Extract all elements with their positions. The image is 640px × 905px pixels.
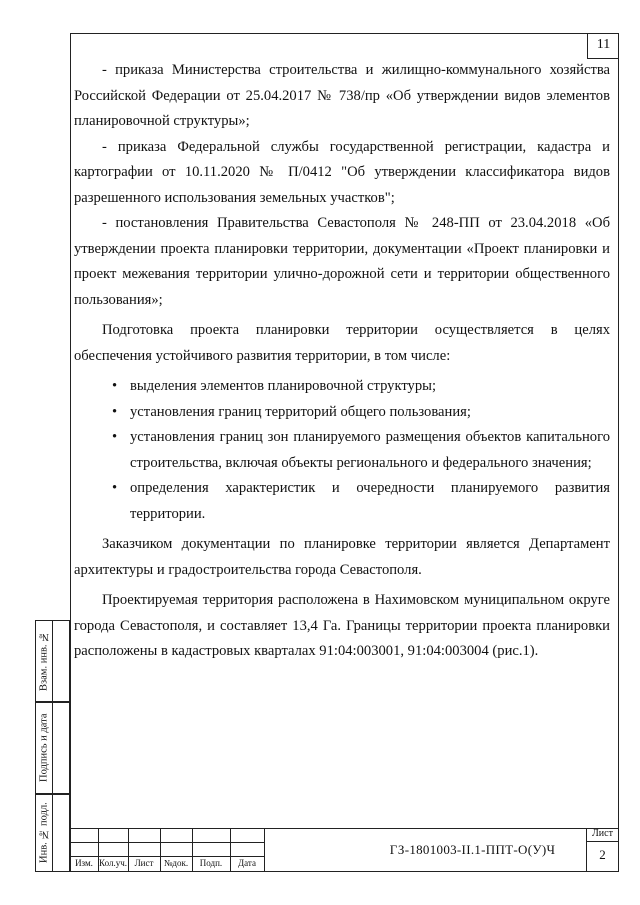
side-cell-podpis-value bbox=[53, 702, 70, 794]
side-label-inv: Инв. № подл. bbox=[38, 802, 50, 864]
bullet-icon: • bbox=[112, 480, 118, 496]
side-cell-inv-value bbox=[53, 794, 70, 872]
page-number: 11 bbox=[587, 33, 619, 59]
side-cell-vzam-value bbox=[53, 620, 70, 702]
stamp-col-list: Лист bbox=[134, 858, 154, 868]
list-item: • установления границ территорий общего пользования; bbox=[74, 400, 610, 426]
title-block bbox=[70, 828, 619, 872]
list-item: • выделения элементов планировочной структуры; bbox=[74, 374, 610, 400]
side-label-vzam: Взам. инв. № bbox=[38, 630, 50, 692]
purpose-list bbox=[74, 374, 610, 527]
stamp-col-data: Дата bbox=[238, 858, 256, 868]
document-body bbox=[74, 58, 610, 665]
side-label-podpis: Подпись и дата bbox=[38, 713, 50, 783]
stamp-col-izm: Изм. bbox=[75, 858, 93, 868]
paragraph-government-decree: - постановления Правительства Севастополя № 248-ПП от 23.04.2018 «Об утверждении проекта планировки территории, документации «Проект планировки и проект межевания территории улично-дорожной сети и территории общественного пользования»; bbox=[74, 215, 610, 308]
side-stamp bbox=[35, 620, 70, 872]
stamp-col-podp: Подп. bbox=[199, 858, 223, 868]
stamp-col-ndok: №док. bbox=[163, 858, 189, 868]
sheet-number: 2 bbox=[599, 847, 606, 862]
bullet-icon: • bbox=[112, 429, 118, 445]
document-code: ГЗ-1801003-II.1-ППТ-О(У)Ч bbox=[389, 842, 556, 857]
stamp-col-kol: Кол.уч. bbox=[99, 858, 127, 868]
paragraph-purpose: Подготовка проекта планировки территории осуществляется в целях обеспечения устойчивого развития территории, в том числе: bbox=[74, 322, 610, 364]
paragraph-customer: Заказчиком документации по планировке территории является Департамент архитектуры и градостроительства города Севастополя. bbox=[74, 536, 610, 578]
bullet-icon: • bbox=[112, 403, 118, 420]
paragraph-territory: Проектируемая территория расположена в Нахимовском муниципальном округе города Севастополя, и составляет 13,4 Га. Границы территории проекта планировки расположены в кадастровых кварталах 91:04:003001, 91:04:003004 (рис.1). bbox=[74, 592, 610, 659]
sheet-label: Лист bbox=[592, 828, 613, 839]
list-item: • определения характеристик и очередности планируемого развития территории. bbox=[74, 476, 610, 527]
bullet-icon: • bbox=[112, 378, 118, 394]
paragraph-order-rosreestr: - приказа Федеральной службы государственной регистрации, кадастра и картографии от 10.11.2020 № П/0412 "Об утверждении классификатора видов разрешенного использования земельных участков"; bbox=[74, 138, 610, 206]
list-item: • установления границ зон планируемого размещения объектов капитального строительства, включая объекты регионального и федерального значения; bbox=[74, 425, 610, 476]
paragraph-order-ministry: - приказа Министерства строительства и жилищно-коммунального хозяйства Российской Федерации от 25.04.2017 № 738/пр «Об утверждении видов элементов планировочной структуры»; bbox=[74, 62, 610, 129]
